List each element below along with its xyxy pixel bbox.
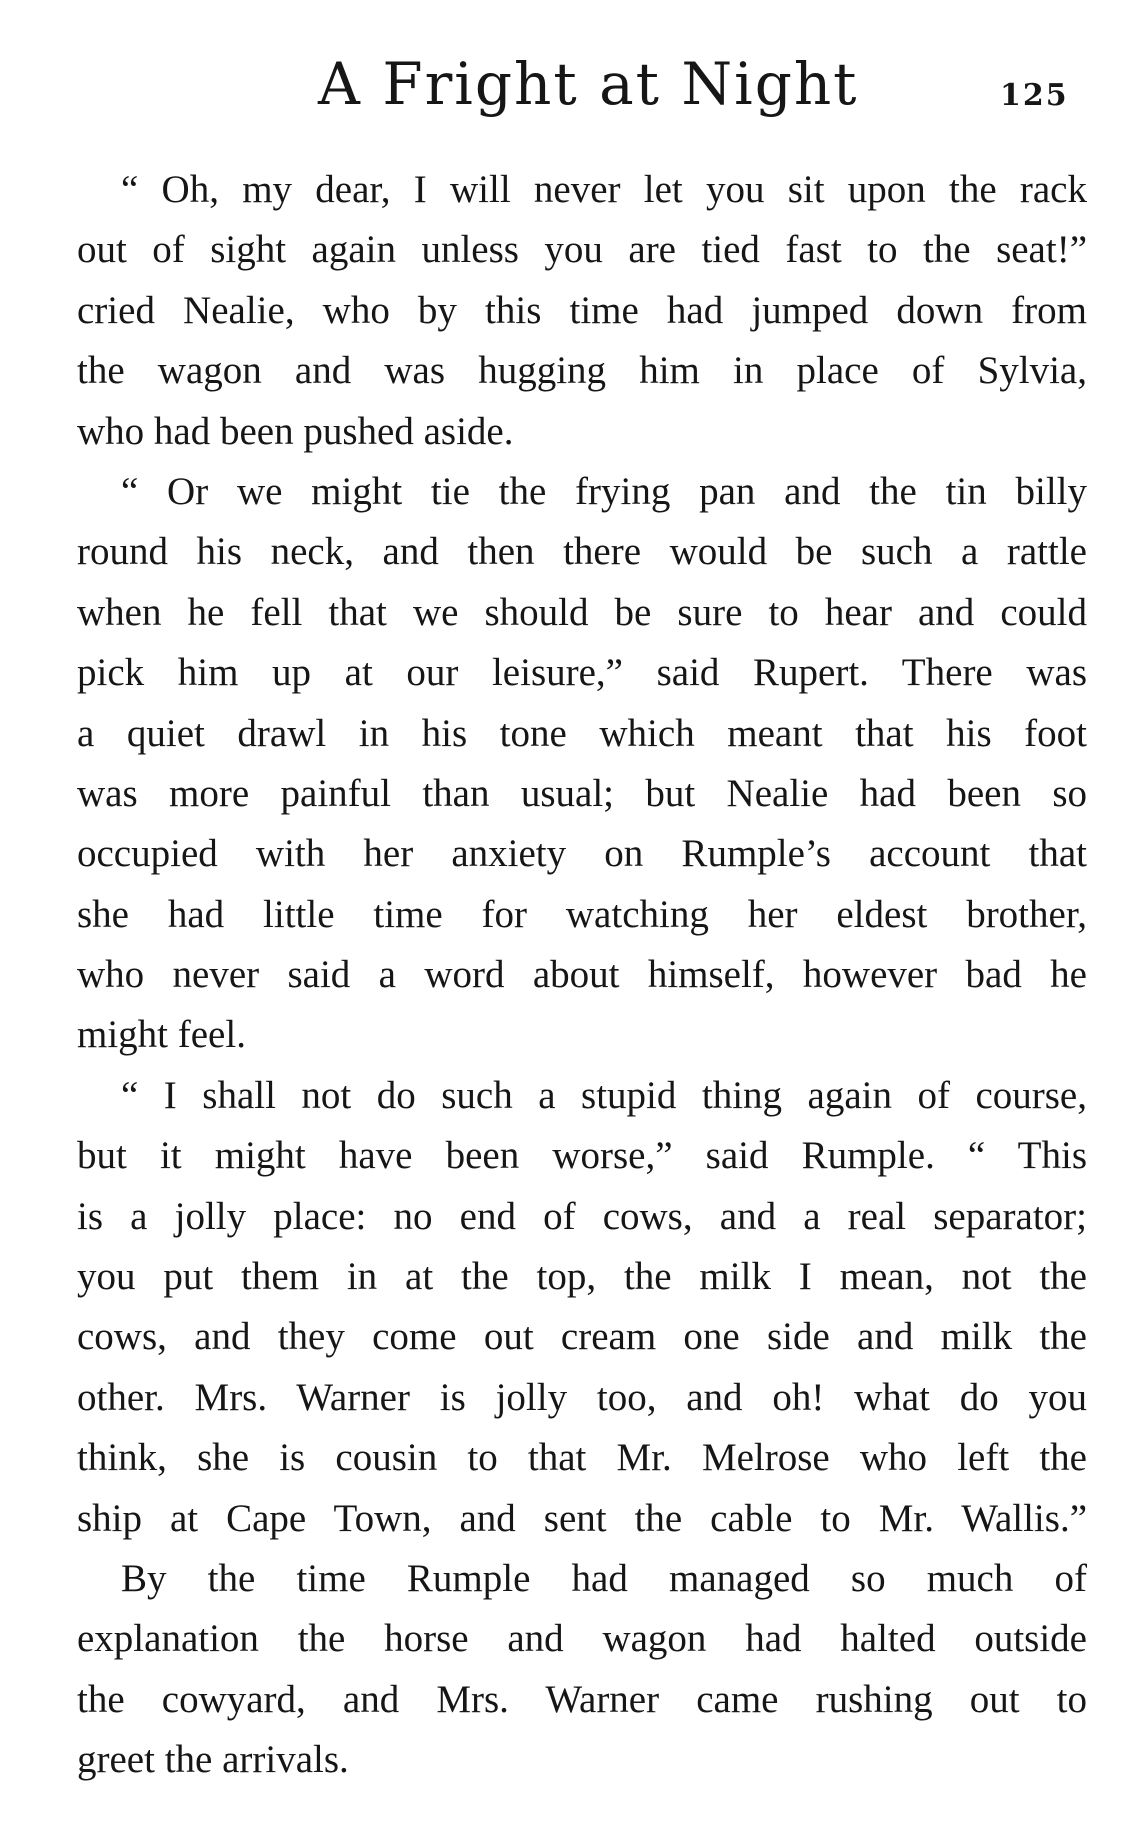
running-title: A Fright at Night <box>318 50 859 118</box>
text-line: a quiet drawl in his tone which meant that his foot <box>77 711 1087 755</box>
text-line: who had been pushed aside. <box>77 409 514 453</box>
page-number: 125 <box>1000 78 1069 113</box>
text-line: she had little time for watching her eldest brother, <box>77 892 1087 936</box>
text-line: the cowyard, and Mrs. Warner came rushing out to <box>77 1677 1087 1721</box>
text-line: out of sight again unless you are tied fast to the seat!” <box>77 228 1087 272</box>
text-line: other. Mrs. Warner is jolly too, and oh! what do you <box>77 1375 1087 1419</box>
text-line: was more painful than usual; but Nealie had been so <box>77 771 1087 815</box>
body-text <box>77 160 1087 1791</box>
text-line: occupied with her anxiety on Rumple’s account that <box>77 832 1087 876</box>
text-line: “ I shall not do such a stupid thing again of course, <box>121 1073 1087 1117</box>
text-line: you put them in at the top, the milk I mean, not the <box>77 1255 1087 1299</box>
text-line: cows, and they come out cream one side and milk the <box>77 1315 1087 1359</box>
text-line: “ Oh, my dear, I will never let you sit upon the rack <box>121 168 1087 211</box>
text-line: greet the arrivals. <box>77 1738 349 1782</box>
text-line: think, she is cousin to that Mr. Melrose who left the <box>77 1436 1087 1480</box>
text-line: ship at Cape Town, and sent the cable to Mr. Wallis.” <box>77 1496 1087 1540</box>
text-line: who never said a word about himself, however bad he <box>77 953 1087 997</box>
text-line: is a jolly place: no end of cows, and a real separator; <box>77 1194 1087 1238</box>
text-line: when he fell that we should be sure to hear and could <box>77 590 1087 634</box>
text-line: cried Nealie, who by this time had jumped down from <box>77 288 1087 332</box>
text-line: might feel. <box>77 1013 246 1057</box>
text-line: “ Or we might tie the frying pan and the tin billy <box>121 469 1087 513</box>
text-line: By the time Rumple had managed so much of <box>121 1556 1087 1600</box>
text-line: explanation the horse and wagon had halted outside <box>77 1617 1087 1661</box>
page-header <box>0 42 1145 132</box>
text-line: pick him up at our leisure,” said Rupert. There was <box>77 651 1087 695</box>
text-line: but it might have been worse,” said Rumple. “ This <box>77 1134 1087 1178</box>
text-line: round his neck, and then there would be such a rattle <box>77 530 1087 574</box>
text-line: the wagon and was hugging him in place of Sylvia, <box>77 349 1087 393</box>
